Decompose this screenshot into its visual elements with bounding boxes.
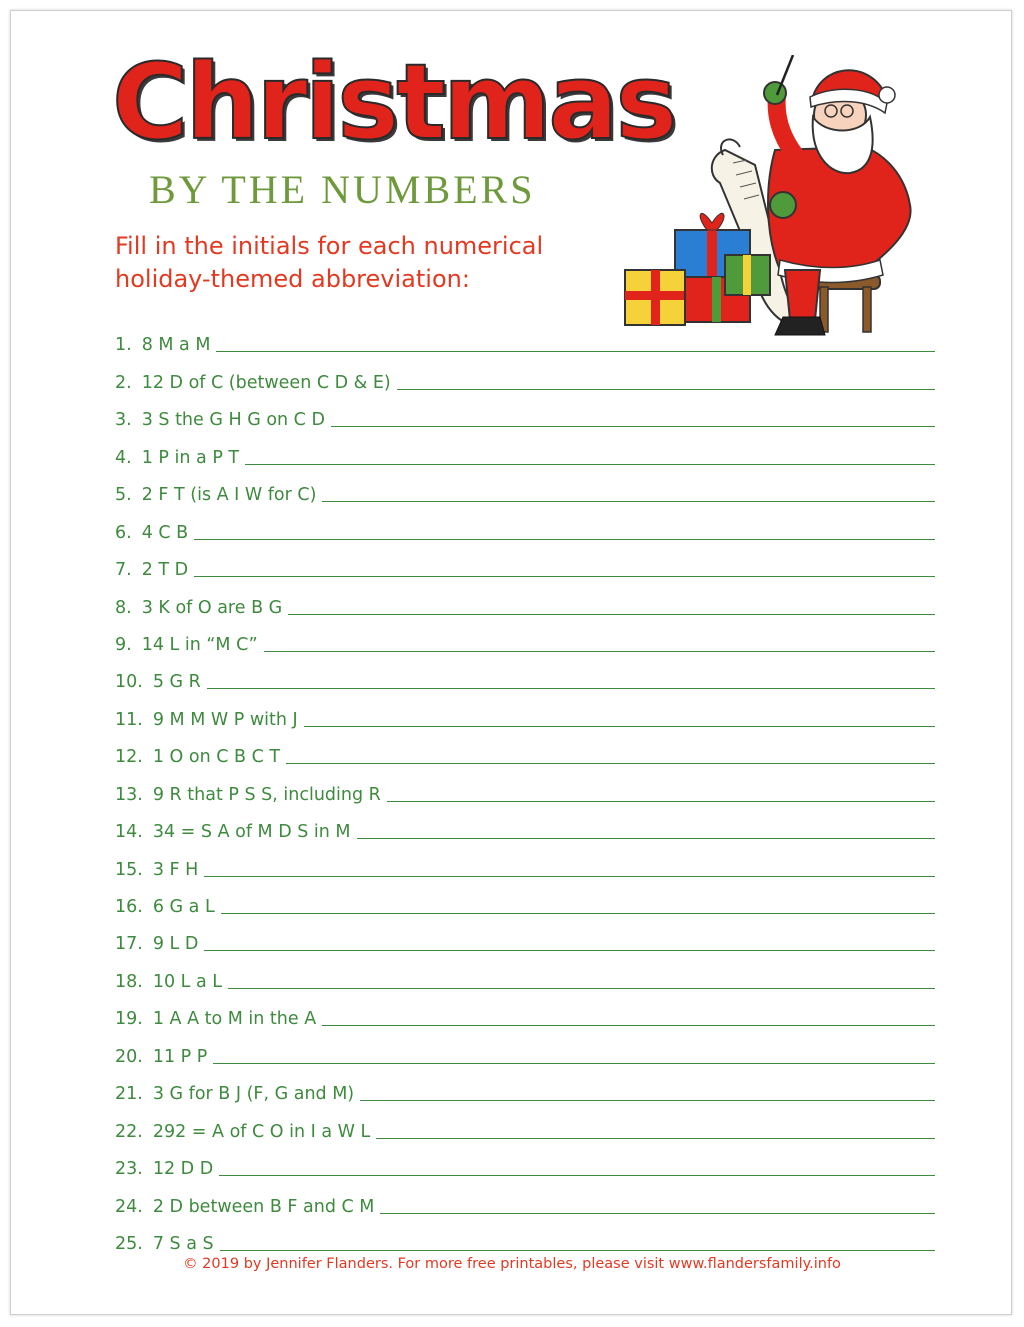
question-number: 21. <box>115 1084 143 1105</box>
question-number: 15. <box>115 859 143 880</box>
question-number: 10. <box>115 672 143 693</box>
answer-line[interactable] <box>204 875 935 877</box>
question-row <box>115 468 935 505</box>
question-text: 1 A A to M in the A <box>152 1009 317 1030</box>
question-number: 8. <box>115 597 132 618</box>
question-number: 7. <box>115 560 132 581</box>
question-text: 292 = A of C O in I a W L <box>152 1121 371 1142</box>
question-number: 18. <box>115 971 143 992</box>
question-row <box>115 393 935 430</box>
answer-line[interactable] <box>194 538 935 540</box>
question-row <box>115 954 935 991</box>
question-text: 3 F H <box>152 859 199 880</box>
questions-list <box>115 318 935 1254</box>
question-number: 20. <box>115 1046 143 1067</box>
question-text: 7 S a S <box>152 1233 214 1254</box>
question-row <box>115 655 935 692</box>
answer-line[interactable] <box>220 1249 935 1251</box>
question-number: 24. <box>115 1196 143 1217</box>
footer-copyright: © 2019 by Jennifer Flanders. For more free printables, please visit www.flandersfamily.info <box>183 1256 841 1272</box>
question-row <box>115 805 935 842</box>
question-row <box>115 917 935 954</box>
page-title: Christmas <box>112 41 675 163</box>
question-number: 6. <box>115 522 132 543</box>
question-row <box>115 880 935 917</box>
question-text: 12 D of C (between C D & E) <box>141 372 391 393</box>
question-text: 3 G for B J (F, G and M) <box>152 1084 355 1105</box>
question-row <box>115 767 935 804</box>
question-row <box>115 505 935 542</box>
answer-line[interactable] <box>216 350 935 352</box>
question-number: 19. <box>115 1009 143 1030</box>
question-row <box>115 692 935 729</box>
question-text: 9 L D <box>152 934 199 955</box>
question-text: 2 T D <box>141 560 189 581</box>
answer-line[interactable] <box>228 987 935 989</box>
question-text: 10 L a L <box>152 971 223 992</box>
question-text: 8 M a M <box>141 335 211 356</box>
question-row <box>115 430 935 467</box>
question-number: 2. <box>115 372 132 393</box>
question-text: 3 K of O are B G <box>141 597 283 618</box>
question-row <box>115 992 935 1029</box>
question-number: 4. <box>115 447 132 468</box>
answer-line[interactable] <box>380 1212 935 1214</box>
question-text: 12 D D <box>152 1159 214 1180</box>
answer-line[interactable] <box>245 463 935 465</box>
question-text: 11 P P <box>152 1046 208 1067</box>
answer-line[interactable] <box>387 800 935 802</box>
answer-line[interactable] <box>397 388 935 390</box>
question-number: 13. <box>115 784 143 805</box>
answer-line[interactable] <box>264 650 935 652</box>
question-text: 5 G R <box>152 672 201 693</box>
question-row <box>115 1142 935 1179</box>
answer-line[interactable] <box>322 500 935 502</box>
answer-line[interactable] <box>221 912 935 914</box>
santa-with-list-and-gifts-icon <box>615 55 915 340</box>
question-row <box>115 1217 935 1254</box>
question-row <box>115 543 935 580</box>
answer-line[interactable] <box>207 687 935 689</box>
answer-line[interactable] <box>219 1174 935 1176</box>
answer-line[interactable] <box>331 425 935 427</box>
question-number: 12. <box>115 747 143 768</box>
question-number: 22. <box>115 1121 143 1142</box>
question-text: 14 L in “M C” <box>141 634 258 655</box>
question-row <box>115 842 935 879</box>
question-text: 34 = S A of M D S in M <box>152 822 351 843</box>
answer-line[interactable] <box>213 1062 935 1064</box>
question-number: 23. <box>115 1159 143 1180</box>
question-number: 9. <box>115 634 132 655</box>
question-row <box>115 355 935 392</box>
question-text: 3 S the G H G on C D <box>141 410 325 431</box>
question-row <box>115 618 935 655</box>
question-row <box>115 580 935 617</box>
answer-line[interactable] <box>304 725 935 727</box>
question-row <box>115 1067 935 1104</box>
answer-line[interactable] <box>194 575 935 577</box>
question-text: 9 M M W P with J <box>152 709 298 730</box>
question-row <box>115 318 935 355</box>
answer-line[interactable] <box>288 613 935 615</box>
answer-line[interactable] <box>376 1137 935 1139</box>
instructions-text: Fill in the initials for each numerical holiday-themed abbreviation: <box>115 232 544 293</box>
question-text: 1 O on C B C T <box>152 747 281 768</box>
question-number: 17. <box>115 934 143 955</box>
answer-line[interactable] <box>360 1099 935 1101</box>
question-text: 2 F T (is A I W for C) <box>141 485 317 506</box>
question-row <box>115 1104 935 1141</box>
answer-line[interactable] <box>204 949 935 951</box>
question-number: 14. <box>115 822 143 843</box>
answer-line[interactable] <box>286 762 935 764</box>
question-row <box>115 1029 935 1066</box>
question-number: 25. <box>115 1233 143 1254</box>
question-text: 6 G a L <box>152 897 215 917</box>
question-text: 9 R that P S S, including R <box>152 784 381 805</box>
question-row <box>115 1179 935 1216</box>
question-number: 16. <box>115 897 143 917</box>
question-number: 5. <box>115 485 132 506</box>
question-number: 1. <box>115 335 132 356</box>
question-number: 11. <box>115 709 143 730</box>
question-text: 2 D between B F and C M <box>152 1196 375 1217</box>
page-subtitle: BY THE NUMBERS <box>149 167 536 212</box>
answer-line[interactable] <box>357 837 935 839</box>
answer-line[interactable] <box>322 1024 935 1026</box>
question-row <box>115 730 935 767</box>
question-text: 4 C B <box>141 522 189 543</box>
question-number: 3. <box>115 410 132 431</box>
question-text: 1 P in a P T <box>141 447 240 468</box>
